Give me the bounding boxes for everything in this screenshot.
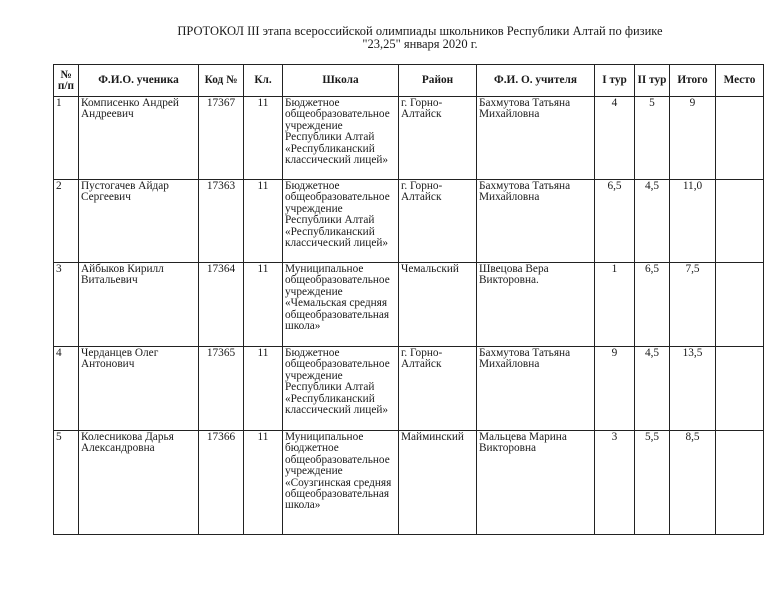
cell-teacher: Бахмутова Татьяна Михайловна — [477, 97, 595, 180]
cell-tour2: 5,5 — [635, 431, 670, 535]
cell-school: Бюджетное общеобразовательное учреждение Республики Алтай «Республиканский классический лицей» — [283, 180, 399, 263]
cell-district: г. Горно-Алтайск — [399, 180, 477, 263]
cell-tour1: 9 — [595, 347, 635, 431]
cell-district: г. Горно-Алтайск — [399, 97, 477, 180]
cell-name: Пустогачев Айдар Сергеевич — [79, 180, 199, 263]
cell-class: 11 — [244, 431, 283, 535]
table-row — [54, 263, 764, 347]
col-header-num: № п/п — [54, 65, 79, 97]
cell-class: 11 — [244, 97, 283, 180]
cell-place — [716, 431, 764, 535]
protocol-date: "23,25" января 2020 г. — [362, 37, 478, 51]
cell-school: Бюджетное общеобразовательное учреждение Республики Алтай «Республиканский классический лицей» — [283, 97, 399, 180]
col-header-district: Район — [399, 65, 477, 97]
col-header-tour2: II тур — [635, 65, 670, 97]
cell-tour2: 4,5 — [635, 347, 670, 431]
cell-tour1: 1 — [595, 263, 635, 347]
cell-class: 11 — [244, 180, 283, 263]
cell-school: Бюджетное общеобразовательное учреждение Республики Алтай «Республиканский классический лицей» — [283, 347, 399, 431]
cell-num: 4 — [54, 347, 79, 431]
col-header-tour1: I тур — [595, 65, 635, 97]
cell-teacher: Мальцева Марина Викторовна — [477, 431, 595, 535]
cell-num: 1 — [54, 97, 79, 180]
cell-num: 2 — [54, 180, 79, 263]
header-row — [54, 65, 764, 97]
cell-district: г. Горно-Алтайск — [399, 347, 477, 431]
col-header-class: Кл. — [244, 65, 283, 97]
cell-class: 11 — [244, 263, 283, 347]
cell-tour1: 6,5 — [595, 180, 635, 263]
cell-code: 17365 — [199, 347, 244, 431]
cell-num: 3 — [54, 263, 79, 347]
cell-tour1: 4 — [595, 97, 635, 180]
col-header-total: Итого — [670, 65, 716, 97]
cell-place — [716, 97, 764, 180]
cell-tour2: 4,5 — [635, 180, 670, 263]
cell-total: 11,0 — [670, 180, 716, 263]
table-row — [54, 97, 764, 180]
cell-school: Муниципальное общеобразовательное учреждение «Чемальская средняя общеобразовательная школа» — [283, 263, 399, 347]
col-header-name: Ф.И.О. ученика — [79, 65, 199, 97]
table-row — [54, 431, 764, 535]
table-row — [54, 180, 764, 263]
cell-total: 13,5 — [670, 347, 716, 431]
cell-school: Муниципальное бюджетное общеобразовательное учреждение «Соузгинская средняя общеобразовательная школа» — [283, 431, 399, 535]
cell-district: Майминский — [399, 431, 477, 535]
cell-class: 11 — [244, 347, 283, 431]
cell-tour1: 3 — [595, 431, 635, 535]
cell-name: Колесникова Дарья Александровна — [79, 431, 199, 535]
protocol-title: ПРОТОКОЛ III этапа всероссийской олимпиады школьников Республики Алтай по физике — [177, 24, 663, 38]
cell-total: 7,5 — [670, 263, 716, 347]
cell-code: 17366 — [199, 431, 244, 535]
col-header-school: Школа — [283, 65, 399, 97]
cell-total: 8,5 — [670, 431, 716, 535]
cell-name: Черданцев Олег Антонович — [79, 347, 199, 431]
cell-tour2: 6,5 — [635, 263, 670, 347]
col-header-place: Место — [716, 65, 764, 97]
cell-name: Айбыков Кирилл Витальевич — [79, 263, 199, 347]
cell-code: 17364 — [199, 263, 244, 347]
cell-teacher: Бахмутова Татьяна Михайловна — [477, 347, 595, 431]
cell-teacher: Бахмутова Татьяна Михайловна — [477, 180, 595, 263]
cell-district: Чемальский — [399, 263, 477, 347]
results-table — [53, 64, 764, 535]
col-header-code: Код № — [199, 65, 244, 97]
cell-name: Комписенко Андрей Андреевич — [79, 97, 199, 180]
cell-code: 17363 — [199, 180, 244, 263]
cell-code: 17367 — [199, 97, 244, 180]
cell-place — [716, 180, 764, 263]
cell-tour2: 5 — [635, 97, 670, 180]
cell-place — [716, 263, 764, 347]
cell-place — [716, 347, 764, 431]
col-header-teacher: Ф.И. О. учителя — [477, 65, 595, 97]
cell-teacher: Швецова Вера Викторовна. — [477, 263, 595, 347]
cell-total: 9 — [670, 97, 716, 180]
cell-num: 5 — [54, 431, 79, 535]
table-row — [54, 347, 764, 431]
